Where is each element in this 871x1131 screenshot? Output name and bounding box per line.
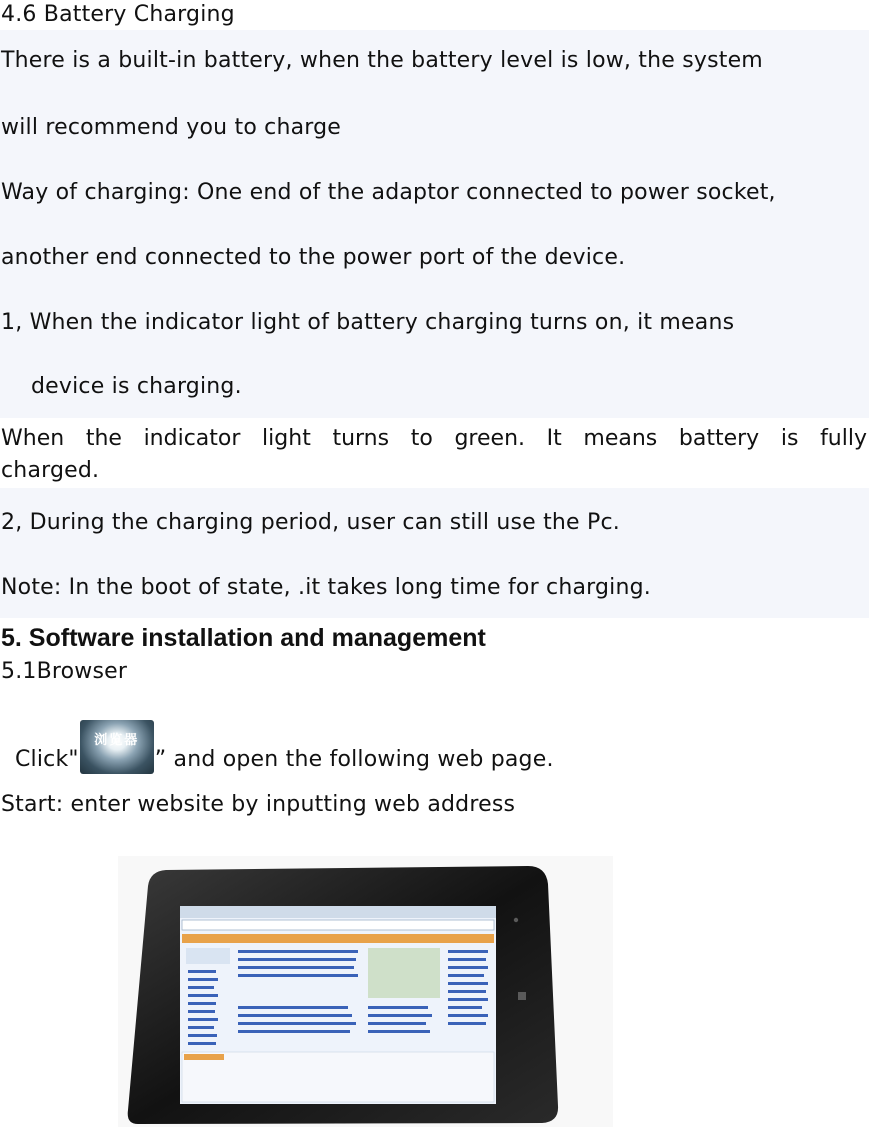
screen-logo-area xyxy=(186,948,230,964)
screen-address-bar xyxy=(182,920,494,930)
note-line: Note: In the boot of state, .it takes long time for charging. xyxy=(1,575,651,600)
paragraph-line: device is charging. xyxy=(31,374,242,399)
paragraph-line: 2, During the charging period, user can still use the Pc. xyxy=(1,510,620,535)
screen-bottom-orange-bar xyxy=(184,1054,224,1060)
paragraph-line: There is a built-in battery, when the battery level is low, the system xyxy=(1,48,763,73)
section-5-1-title: 5.1Browser xyxy=(1,659,128,684)
paragraph-line: 1, When the indicator light of battery charging turns on, it means xyxy=(1,310,735,335)
screen-nav-bar xyxy=(182,934,494,943)
tablet-device-image xyxy=(118,856,613,1127)
section-4-6-title: 4.6 Battery Charging xyxy=(1,2,235,27)
click-instruction xyxy=(15,720,554,780)
paragraph-line: When the indicator light turns to green. It means battery is fully xyxy=(1,426,867,451)
start-line: Start: enter website by inputting web address xyxy=(1,792,516,817)
screen-map-image xyxy=(368,948,440,998)
paragraph-line: charged. xyxy=(1,458,100,483)
browser-icon-caption: 浏览器 xyxy=(94,733,140,748)
screen-bottom-panel xyxy=(182,1052,494,1102)
click-prefix: Click" xyxy=(15,747,79,772)
screen-status-bar xyxy=(180,906,496,918)
paragraph-line: will recommend you to charge xyxy=(1,115,342,140)
paragraph-line: Way of charging: One end of the adaptor connected to power socket, xyxy=(1,180,776,205)
camera-dot xyxy=(514,918,518,922)
shaded-band-1 xyxy=(0,30,869,418)
browser-app-icon[interactable] xyxy=(80,720,154,774)
click-suffix: ” and open the following web page. xyxy=(154,747,554,772)
paragraph-line: another end connected to the power port of the device. xyxy=(1,245,626,270)
tablet-photo xyxy=(118,856,613,1127)
section-5-title: 5. Software installation and management xyxy=(1,624,486,652)
side-button xyxy=(518,992,526,1000)
